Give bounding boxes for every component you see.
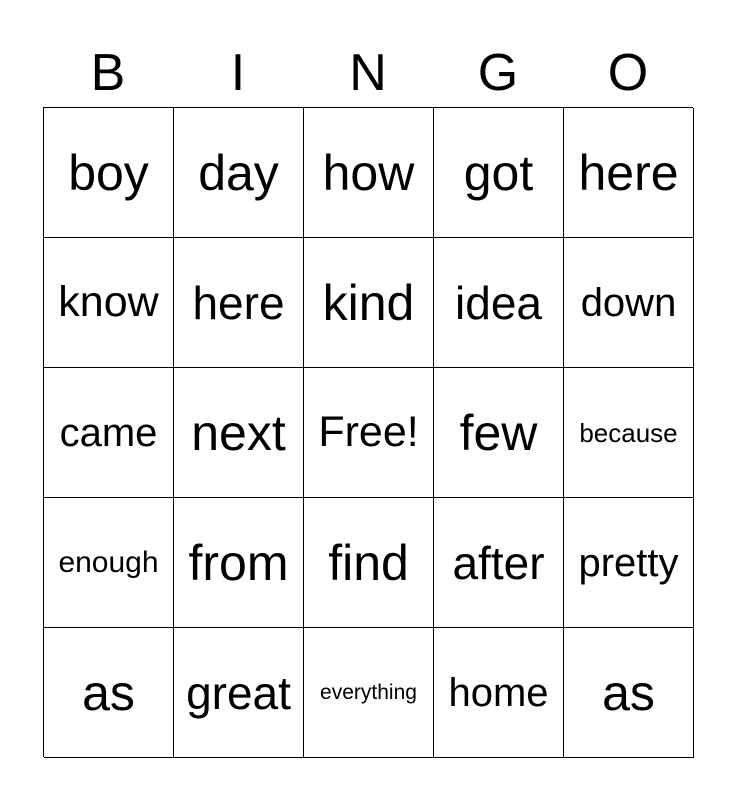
header-letter-g: G bbox=[477, 44, 519, 102]
bingo-cell[interactable]: down bbox=[564, 238, 694, 368]
bingo-header bbox=[43, 40, 693, 106]
bingo-cell[interactable]: after bbox=[434, 498, 564, 628]
header-letter-i: I bbox=[230, 44, 246, 102]
bingo-cell[interactable]: day bbox=[174, 108, 304, 238]
bingo-cell[interactable]: came bbox=[44, 368, 174, 498]
free-space-cell[interactable]: Free! bbox=[304, 368, 434, 498]
bingo-cell[interactable]: enough bbox=[44, 498, 174, 628]
bingo-cell[interactable]: kind bbox=[304, 238, 434, 368]
bingo-cell[interactable]: here bbox=[174, 238, 304, 368]
bingo-cell[interactable]: how bbox=[304, 108, 434, 238]
header-letter-n: N bbox=[349, 44, 387, 102]
bingo-cell[interactable]: find bbox=[304, 498, 434, 628]
bingo-cell[interactable]: got bbox=[434, 108, 564, 238]
bingo-cell[interactable]: here bbox=[564, 108, 694, 238]
bingo-cell[interactable]: everything bbox=[304, 628, 434, 758]
bingo-cell[interactable]: great bbox=[174, 628, 304, 758]
bingo-cell[interactable]: as bbox=[44, 628, 174, 758]
bingo-cell[interactable]: few bbox=[434, 368, 564, 498]
bingo-cell[interactable]: know bbox=[44, 238, 174, 368]
bingo-cell[interactable]: boy bbox=[44, 108, 174, 238]
bingo-board bbox=[43, 107, 693, 757]
header-letter-b: B bbox=[90, 44, 126, 102]
bingo-cell[interactable]: home bbox=[434, 628, 564, 758]
bingo-cell[interactable]: from bbox=[174, 498, 304, 628]
bingo-cell[interactable]: next bbox=[174, 368, 304, 498]
header-letter-o: O bbox=[607, 44, 649, 102]
bingo-cell[interactable]: pretty bbox=[564, 498, 694, 628]
bingo-cell[interactable]: idea bbox=[434, 238, 564, 368]
bingo-cell[interactable]: because bbox=[564, 368, 694, 498]
bingo-cell[interactable]: as bbox=[564, 628, 694, 758]
